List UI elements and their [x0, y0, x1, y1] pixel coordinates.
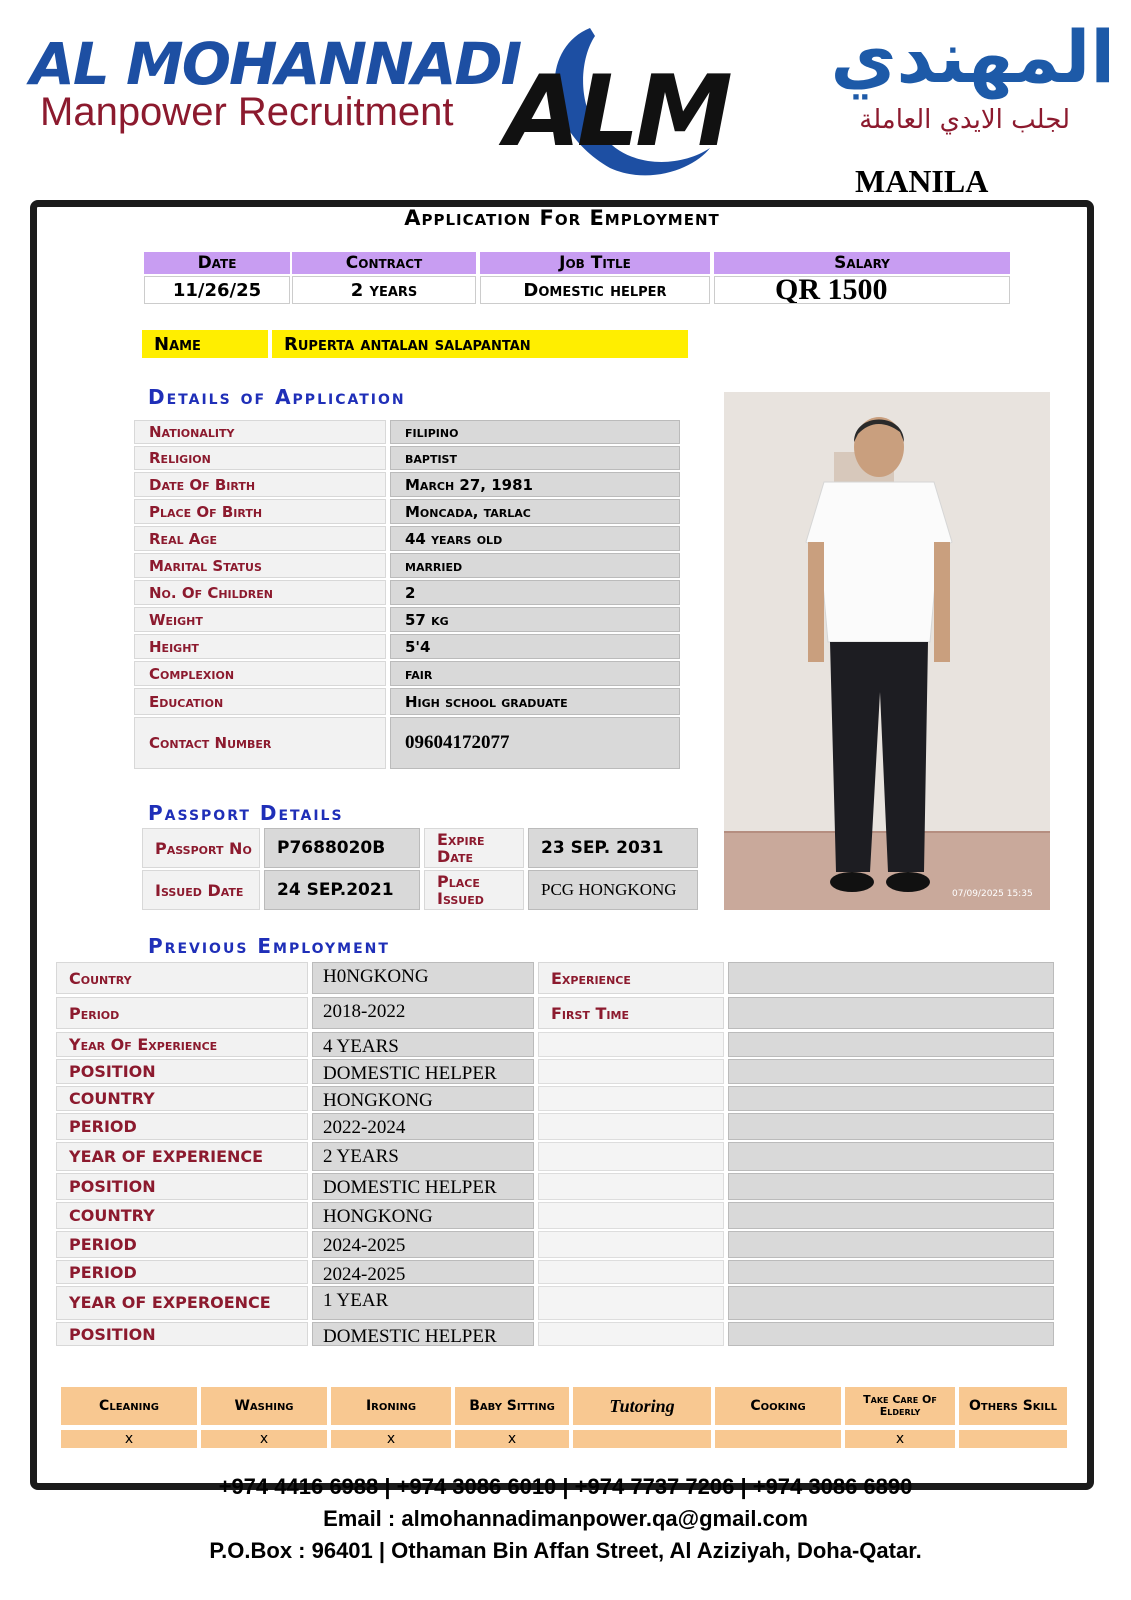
employment-label: PERIOD: [56, 1260, 308, 1284]
details-value: March 27, 1981: [390, 472, 680, 497]
experience-cell: [728, 962, 1054, 994]
photo-timestamp: 07/09/2025 15:35: [952, 889, 1033, 899]
details-value: 57 kg: [390, 607, 680, 632]
employment-empty-cell: [538, 1032, 724, 1057]
details-value: 2: [390, 580, 680, 605]
employment-label: YEAR OF EXPEROENCE: [56, 1286, 308, 1320]
employment-empty-cell: [538, 1142, 724, 1171]
employment-empty-cell: [538, 1202, 724, 1229]
place-issued-value: PCG HONGKONG: [528, 870, 698, 910]
details-value: filipino: [390, 420, 680, 444]
employment-label: PERIOD: [56, 1113, 308, 1140]
employment-value: 1 YEAR: [312, 1286, 534, 1320]
employment-label: PERIOD: [56, 1231, 308, 1258]
first-time-label: First Time: [538, 997, 724, 1029]
employment-empty-cell: [538, 1113, 724, 1140]
contract-value: 2 years: [292, 276, 476, 304]
employment-empty-cell: [728, 1059, 1054, 1084]
applicant-name: Ruperta antalan salapantan: [272, 330, 688, 358]
employment-value: 2018-2022: [312, 997, 534, 1029]
employment-value: DOMESTIC HELPER: [312, 1322, 534, 1346]
employment-empty-cell: [728, 1260, 1054, 1284]
details-label: Education: [134, 688, 386, 715]
footer-address: P.O.Box : 96401 | Othaman Bin Affan Street, Al Aziziyah, Doha-Qatar.: [209, 1538, 922, 1563]
contact-number: 09604172077: [390, 717, 680, 769]
details-label: Marital Status: [134, 553, 386, 578]
salary-value: QR 1500: [714, 276, 1010, 304]
job-title-value: Domestic helper: [480, 276, 710, 304]
employment-label: POSITION: [56, 1059, 308, 1084]
skill-cooking: Cooking: [714, 1386, 842, 1426]
employment-label: Period: [56, 997, 308, 1029]
salary-header: Salary: [714, 252, 1010, 274]
employment-label: COUNTRY: [56, 1086, 308, 1111]
passport-no-value: P7688020B: [264, 828, 420, 868]
details-label: Place Of Birth: [134, 499, 386, 524]
date-header: Date: [144, 252, 290, 274]
skill-elderly-care-mark: x: [844, 1429, 956, 1449]
employment-empty-cell: [538, 1322, 724, 1346]
footer-phones: +974 4416 6988 | +974 3086 6010 | +974 7737 7206 | +974 3086 6890: [218, 1474, 913, 1499]
details-label: No. Of Children: [134, 580, 386, 605]
employment-value: H0NGKONG: [312, 962, 534, 994]
employment-value: HONGKONG: [312, 1202, 534, 1229]
employment-empty-cell: [728, 1231, 1054, 1258]
details-value: 5'4: [390, 634, 680, 659]
details-label: Complexion: [134, 661, 386, 686]
employment-value: DOMESTIC HELPER: [312, 1059, 534, 1084]
employment-empty-cell: [728, 1322, 1054, 1346]
issued-date-value: 24 SEP.2021: [264, 870, 420, 910]
skill-others: Others Skill: [958, 1386, 1068, 1426]
employment-value: 2 YEARS: [312, 1142, 534, 1171]
details-value: baptist: [390, 446, 680, 470]
employment-label: POSITION: [56, 1322, 308, 1346]
details-label: Religion: [134, 446, 386, 470]
employment-empty-cell: [728, 1173, 1054, 1200]
office-city: MANILA: [855, 163, 989, 199]
contract-header: Contract: [292, 252, 476, 274]
skill-tutoring: Tutoring: [572, 1386, 712, 1426]
details-label: Date Of Birth: [134, 472, 386, 497]
form-title: Application For Employment: [404, 206, 720, 230]
details-value: Moncada, tarlac: [390, 499, 680, 524]
first-time-cell: [728, 997, 1054, 1029]
employment-empty-cell: [538, 1173, 724, 1200]
employment-empty-cell: [538, 1286, 724, 1320]
passport-no-label: Passport No: [142, 828, 260, 868]
place-issued-label: Place Issued: [424, 870, 524, 910]
details-label: Real Age: [134, 526, 386, 551]
brand-arabic-subtitle: لجلب الايدي العاملة: [859, 105, 1070, 135]
employment-empty-cell: [728, 1113, 1054, 1140]
details-value: married: [390, 553, 680, 578]
skill-cleaning: Cleaning: [60, 1386, 198, 1426]
skill-others-mark: [958, 1429, 1068, 1449]
employment-value: 2022-2024: [312, 1113, 534, 1140]
employment-empty-cell: [538, 1059, 724, 1084]
skill-baby-sitting-mark: x: [454, 1429, 570, 1449]
skill-cooking-mark: [714, 1429, 842, 1449]
brand-subtitle: Manpower Recruitment: [40, 90, 454, 134]
employment-empty-cell: [538, 1086, 724, 1111]
name-label: Name: [142, 330, 268, 358]
skill-elderly-care: Take Care Of Elderly: [844, 1386, 956, 1426]
employment-value: DOMESTIC HELPER: [312, 1173, 534, 1200]
employment-value: HONGKONG: [312, 1086, 534, 1111]
employment-empty-cell: [728, 1142, 1054, 1171]
skill-ironing-mark: x: [330, 1429, 452, 1449]
employment-empty-cell: [728, 1202, 1054, 1229]
applicant-photo: [724, 392, 1050, 910]
brand-mark: ALM: [505, 55, 729, 169]
employment-value: 2024-2025: [312, 1260, 534, 1284]
skill-washing-mark: x: [200, 1429, 328, 1449]
details-value: High school graduate: [390, 688, 680, 715]
employment-label: YEAR OF EXPERIENCE: [56, 1142, 308, 1171]
employment-empty-cell: [728, 1286, 1054, 1320]
employment-value: 2024-2025: [312, 1231, 534, 1258]
details-value: fair: [390, 661, 680, 686]
details-heading: Details of Application: [148, 385, 406, 409]
employment-label: Country: [56, 962, 308, 994]
skill-cleaning-mark: x: [60, 1429, 198, 1449]
skill-ironing: Ironing: [330, 1386, 452, 1426]
issued-date-label: Issued Date: [142, 870, 260, 910]
details-label: Height: [134, 634, 386, 659]
employment-empty-cell: [538, 1231, 724, 1258]
skill-baby-sitting: Baby Sitting: [454, 1386, 570, 1426]
brand-arabic: المهندي: [830, 15, 1115, 99]
expire-date-label: Expire Date: [424, 828, 524, 868]
job-title-header: Job Title: [480, 252, 710, 274]
brand-name: AL MOHANNADI: [30, 30, 521, 98]
employment-empty-cell: [728, 1086, 1054, 1111]
skill-washing: Washing: [200, 1386, 328, 1426]
employment-empty-cell: [728, 1032, 1054, 1057]
employment-value: 4 YEARS: [312, 1032, 534, 1057]
date-value: 11/26/25: [144, 276, 290, 304]
experience-label: Experience: [538, 962, 724, 994]
employment-label: COUNTRY: [56, 1202, 308, 1229]
details-label: Weight: [134, 607, 386, 632]
employment-empty-cell: [538, 1260, 724, 1284]
employment-label: Year Of Experience: [56, 1032, 308, 1057]
skill-tutoring-mark: [572, 1429, 712, 1449]
expire-date-value: 23 SEP. 2031: [528, 828, 698, 868]
details-label: Nationality: [134, 420, 386, 444]
passport-heading: Passport Details: [148, 801, 344, 825]
employment-heading: Previous Employment: [148, 934, 390, 958]
employment-label: POSITION: [56, 1173, 308, 1200]
details-label: Contact Number: [134, 717, 386, 769]
footer-email: Email : almohannadimanpower.qa@gmail.com: [323, 1506, 808, 1531]
details-value: 44 years old: [390, 526, 680, 551]
